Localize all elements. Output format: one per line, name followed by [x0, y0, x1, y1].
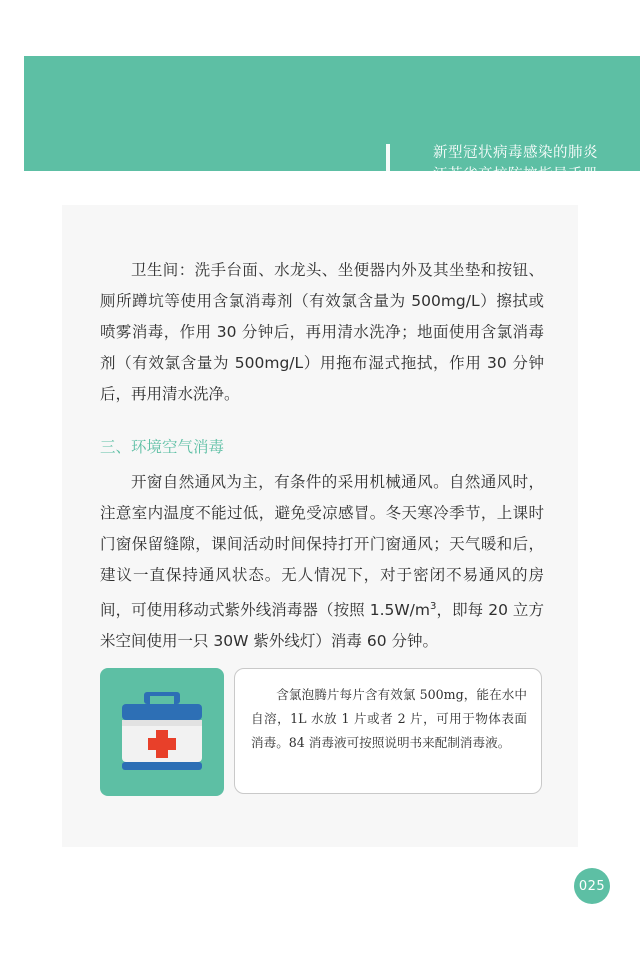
left-margin-strip: [0, 0, 24, 966]
page-number-badge: 025: [574, 868, 610, 904]
note-callout-box: [234, 668, 542, 794]
paragraph-ventilation: [100, 467, 544, 657]
header-band: [24, 56, 640, 183]
header-title: [433, 142, 598, 186]
section-heading-air-disinfection: 三、环境空气消毒: [100, 438, 225, 456]
paragraph-ventilation-superscript: 3: [430, 601, 437, 612]
header-accent-bar: [386, 144, 390, 182]
first-aid-kit-panel: [100, 668, 224, 796]
note-block: [100, 668, 544, 796]
paragraph-ventilation-part1: 开窗自然通风为主，有条件的采用机械通风。自然通风时，注意室内温度不能过低，避免受凉感冒。冬天寒冷季节，上课时门窗保留缝隙，课间活动时间保持打开门窗通风；天气暖和后，建议一直保持通风状态。无人情况下，对于密闭不易通风的房间，可使用移动式紫外线消毒器（按照 1.5W/m: [100, 473, 544, 620]
header-title-line-2: 江苏省高校防控指导手册: [433, 167, 598, 183]
paragraph-toilet-disinfection: 卫生间：洗手台面、水龙头、坐便器内外及其坐垫和按钮、厕所蹲坑等使用含氯消毒剂（有效氯含量为 500mg/L）擦拭或喷雾消毒，作用 30 分钟后，再用清水洗净；地面使用含氯消毒剂（有效氯含量为 500mg/L）用拖布湿式拖拭，作用 30 分钟后，再用清水洗净。: [100, 261, 544, 403]
paragraph-ventilation-part2: ，即每 20 立方米空间使用一只 30W 紫外线灯）消毒 60 分钟。: [100, 601, 544, 651]
header-title-line-1: 新型冠状病毒感染的肺炎: [433, 145, 598, 161]
note-callout-text: 含氯泡腾片每片含有效氯 500mg，能在水中自溶，1L 水放 1 片或者 2 片，可用于物体表面消毒。84 消毒液可按照说明书来配制消毒液。: [251, 687, 527, 750]
first-aid-kit-icon: [114, 686, 210, 783]
body-text: [100, 255, 544, 657]
